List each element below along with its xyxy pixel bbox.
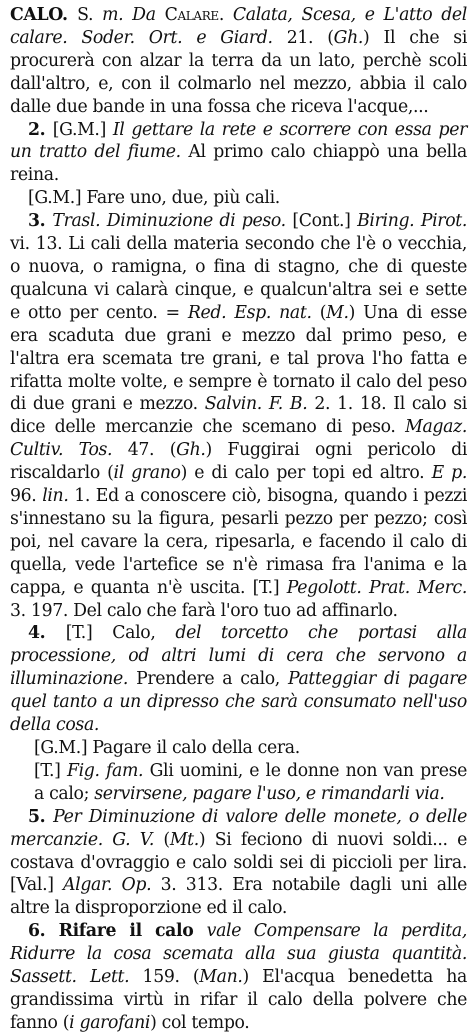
entry-text-span: [T.] Calo, (65, 623, 176, 644)
entry-text-span: [G.M.] Pagare il calo della cera. (34, 738, 300, 758)
entry-text-span: 3. (28, 211, 53, 232)
entry-text-span: 21. ( (286, 27, 334, 48)
sense-3-paragraph (10, 210, 467, 622)
entry-text-span: Salvin. F. B. (204, 394, 308, 415)
entry-text-span: [G.M.] Fare uno, due, più cali. (28, 188, 280, 209)
entry-text-span: [G.M.] (52, 119, 113, 140)
entry-text-span: S. (77, 5, 103, 25)
entry-text-span: Calare (164, 5, 219, 25)
entry-text-span: ) Il che si procurerà con alzar la terra da un lato, perchè scoli dall'altro, e, con il colmarlo nel mezzo, abbia il calo dalle due bande in una fossa che riceva l'acque,... (10, 27, 467, 117)
entry-text-span: 2. 1. 18. Il calo si dice delle mercanzie che scemano di peso. (10, 394, 467, 438)
entry-text-span: i garofani (69, 1012, 151, 1033)
entry-text-span: 1. Ed a conoscere ciò, bisogna, quando i pezzi s'innestano su la figura, pesarli pezzo per pezzo; così poi, nel cavare la cera, ripesarla, e facendo il calo di quella, vede l'artefice se n'è rimasa fra l'anima e la cappa, e quanta n'è uscita. [T.] (10, 486, 468, 598)
entry-text-span: 159. ( (129, 967, 200, 988)
entry-text-span: 2. (28, 119, 53, 140)
entry-text-span: E p. (431, 463, 467, 484)
entry-text-span: 3. 197. Del calo che farà l'oro tuo ad affinarlo. (10, 600, 398, 621)
entry-text-span: Calata, Scesa, e L'atto del calare. Soder. Ort. e Giard. (10, 5, 467, 48)
entry-text-span: ( (153, 829, 170, 850)
entry-text-span: M. (326, 302, 349, 323)
entry-text-span: Biring. Pirot. (357, 211, 467, 232)
entry-text-span: ) col tempo. (150, 1012, 250, 1033)
entry-text-span: [Cont.] (285, 211, 358, 232)
dictionary-entry-calo (10, 4, 467, 1035)
entry-text-span: Fig. fam. (66, 760, 144, 781)
entry-text-span: il grano (113, 463, 181, 484)
entry-text-span: Trasl. Diminuzione di peso. (52, 211, 286, 232)
entry-text-span: Patteggiar di pagare quel tanto a un dipresso che sarà consumato nell'uso della cosa. (10, 669, 468, 736)
entry-text-span: ) Si feciono di nuovi soldi... e costava d'ovraggio e calo soldi sei di piccioli per lira. [Val.] (10, 829, 467, 896)
entry-text-span: 96. (10, 486, 43, 507)
entry-text-span: Man. (199, 967, 243, 988)
entry-text-span: Al primo calo chiappò una bella reina. (10, 142, 467, 186)
entry-text-span: . (218, 5, 233, 25)
entry-text-span: ( (311, 302, 327, 323)
entry-text-span: vale Compensare la perdita, Ridurre la cosa scemata alla sua giusta quantità. Sassett. Lett. (10, 921, 467, 988)
entry-text-span: del torcetto che portasi alla processione, od altri lumi di cera che servono a illuminazione. (10, 623, 467, 690)
entry-text-span: CALO. (10, 5, 78, 25)
entry-text-span: 5. (28, 806, 54, 827)
sense-4-figurative-paragraph (10, 760, 467, 806)
entry-text-span: m. Da (102, 5, 165, 25)
sense-2-example-paragraph (10, 187, 467, 210)
entry-text-span: Prendere a calo, (128, 669, 288, 690)
entry-text-span: 6. Rifare il calo (28, 921, 207, 942)
sense-4-paragraph (10, 622, 467, 737)
entry-text-span: vi. 13. Li cali della materia secondo che l'è o vecchia, o nuova, o ramigna, o fina di stagno, che di queste qualcuna vi calarà cinque, e qualcun'altra sei e sette e otto per cento. = (10, 234, 467, 323)
entry-headword-paragraph (10, 4, 467, 119)
sense-4-example-paragraph (10, 737, 467, 760)
sense-5-paragraph (10, 806, 467, 921)
entry-text-span: ) e di calo per topi ed altro. (180, 463, 432, 484)
entry-text-span: ) El'acqua benedetta ha grandissima virtù in rifar il calo della polvere che fanno ( (10, 967, 467, 1033)
entry-text-span: Il gettare la rete e scorrere con essa per un tratto del fiume. (10, 119, 467, 163)
entry-text-span: ) Una di esse era scaduta due grani e mezzo dal primo peso, e l'altra era scemata tre grani, e tal prova l'ho fatta e rifatta molte volte, e sempre è tornato il calo del peso di due grani e mezzo. (10, 302, 467, 415)
entry-text-span: 3. 313. Era notabile dagli uni alle altre la disproporzione ed il calo. (10, 875, 467, 919)
entry-text-span: Gli uomini, e le donne non van prese a calo; (34, 760, 467, 804)
sense-6-paragraph (10, 920, 467, 1035)
entry-text-span: Mt. (169, 829, 199, 850)
sense-2-paragraph (10, 119, 467, 188)
entry-text-span: 47. ( (112, 440, 177, 461)
entry-text-span: servirsene, pagare l'uso, e rimandarli via. (94, 783, 445, 804)
entry-text-span: Gh. (176, 440, 206, 461)
entry-text-span: Magaz. Cultiv. Tos. (10, 417, 467, 461)
entry-text-span: Algar. Op. (63, 875, 152, 896)
entry-text-span: Red. Esp. nat. (187, 302, 312, 323)
entry-text-span: [T.] (34, 760, 67, 781)
entry-text-span: Per Diminuzione di valore delle monete, o delle mercanzie. G. V. (10, 806, 467, 850)
entry-text-span: 4. (28, 623, 66, 644)
entry-text-span: lin. (42, 486, 69, 507)
entry-text-span: ) Fuggirai ogni pericolo di riscaldarlo ( (10, 440, 467, 484)
entry-text-span: Pegolott. Prat. Merc. (286, 577, 467, 598)
entry-text-span: Gh. (333, 27, 364, 48)
